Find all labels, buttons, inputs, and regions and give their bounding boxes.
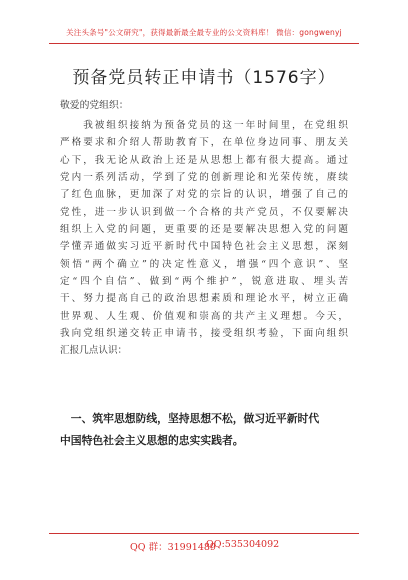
body-line: 汇报几点认识： bbox=[60, 345, 128, 357]
body-line: 我向党组织递交转正申请书，接受组织考验，下面向组织 bbox=[60, 328, 348, 340]
salutation: 敬爱的党组织： bbox=[60, 100, 129, 111]
body-line: 党内一系列活动，学到了党的创新理论和光荣传统，赓续 bbox=[60, 172, 348, 184]
body-line: 了红色血脉，更加深了对党的宗旨的认识，增强了自己的 bbox=[60, 189, 348, 201]
body-line: 干、努力提高自己的政治思想素质和理论水平，树立正确 bbox=[60, 293, 348, 305]
section-heading-line: 中国特色社会主义思想的忠实实践者。 bbox=[60, 434, 244, 447]
body-line: 我被组织接纳为预备党员的这一年时间里，在党组织 bbox=[60, 120, 348, 131]
document-title: 预备党员转正申请书（1576字） bbox=[72, 68, 336, 88]
footer-qq: QQ:535304092 bbox=[206, 539, 280, 550]
body-line: 学懂弄通做实习近平新时代中国特色社会主义思想，深刻 bbox=[60, 241, 348, 253]
section-heading-line: 一、筑牢思想防线，坚持思想不松，做习近平新时代 bbox=[60, 412, 320, 425]
body-paragraph bbox=[60, 117, 348, 360]
body-line: 世界观、人生观、价值观和崇高的共产主义理想。今天， bbox=[60, 310, 348, 322]
footer-qq-group: QQ 群：31991489 bbox=[130, 542, 216, 553]
body-line: 组织上入党的问题，更重要的还是要解决思想入党的问题 bbox=[60, 224, 348, 236]
section-heading bbox=[60, 408, 350, 452]
body-line: 党性，进一步认识到做一个合格的共产党员，不仅要解决 bbox=[60, 206, 348, 218]
body-line: 领悟“两个确立”的决定性意义，增强“四个意识”、坚 bbox=[60, 258, 348, 270]
header-banner: 关注头条号"公文研究"，获得最新最全最专业的公文资料库！ 微信：gongwenyj bbox=[66, 28, 342, 37]
footer-divider bbox=[49, 533, 359, 534]
body-line: 严格要求和介绍人帮助教育下，在单位身边同事、朋友关 bbox=[60, 137, 348, 149]
body-line: 心下，我无论从政治上还是从思想上都有很大提高。通过 bbox=[60, 154, 348, 166]
body-line: 定“四个自信”、做到“两个维护”，锐意进取、埋头苦 bbox=[60, 276, 348, 288]
header-divider bbox=[49, 43, 359, 44]
